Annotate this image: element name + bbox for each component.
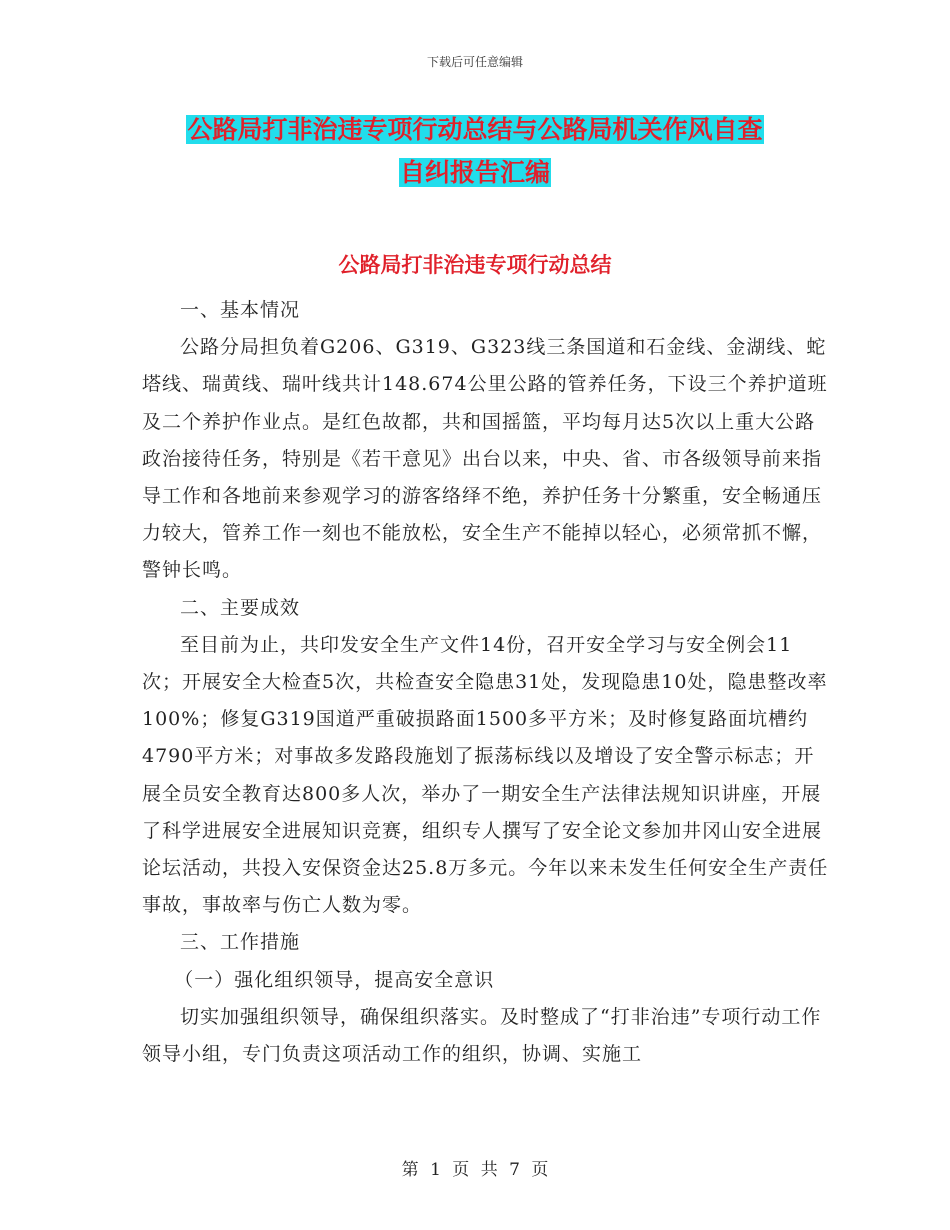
document-title-line-1 [0,113,950,147]
document-body [142,292,832,1073]
page-footer: 第 1 页 共 7 页 [401,1160,549,1180]
paragraph-main-results: 至目前为止，共印发安全生产文件14份，召开安全学习与安全例会11次；开展安全大检查5次，共检查安全隐患31处，发现隐患10处，隐患整改率100%；修复G319国道严重破损路面1500多平方米；及时修复路面坑槽约4790平方米；对事故多发路段施划了振荡标线以及增设了安全警示标志；开展全员安全教育达800多人次，举办了一期安全生产法律法规知识讲座，开展了科学进展安全进展知识竞赛，组织专人撰写了安全论文参加井冈山安全进展论坛活动，共投入安保资金达25.8万多元。今年以来未发生任何安全生产责任事故，事故率与伤亡人数为零。 [142,633,829,917]
title-text-2: 自纠报告汇编 [399,158,550,187]
header-note: 下载后可任意编辑 [426,55,523,69]
subheading-organization: （一）强化组织领导，提高安全意识 [174,968,495,991]
paragraph-basic-situation: 公路分局担负着G206、G319、G323线三条国道和石金线、金湖线、蛇塔线、瑞黄线、瑞叶线共计148.674公里公路的管养任务，下设三个养护道班及二个养护作业点。是红色故都，共和国摇篮，平均每月达5次以上重大公路政治接待任务，特别是《若干意见》出台以来，中央、省、市各级领导前来指导工作和各地前来参观学习的游客络绎不绝，养护任务十分繁重，安全畅通压力较大，管养工作一刻也不能放松，安全生产不能掉以轻心，必须常抓不懈，警钟长鸣。 [142,336,828,582]
heading-main-results: 二、主要成效 [180,596,301,619]
heading-basic-situation: 一、基本情况 [180,299,301,321]
heading-work-measures: 三、工作措施 [180,931,301,954]
title-text-1: 公路局打非治违专项行动总结与公路局机关作风自查 [187,115,763,144]
document-title-line-2 [0,156,950,190]
paragraph-organization: 切实加强组织领导，确保组织落实。及时整成了“打非治违”专项行动工作领导小组，专门负责这项活动工作的组织，协调、实施工 [142,1005,822,1066]
section-title: 公路局打非治违专项行动总结 [338,253,612,277]
